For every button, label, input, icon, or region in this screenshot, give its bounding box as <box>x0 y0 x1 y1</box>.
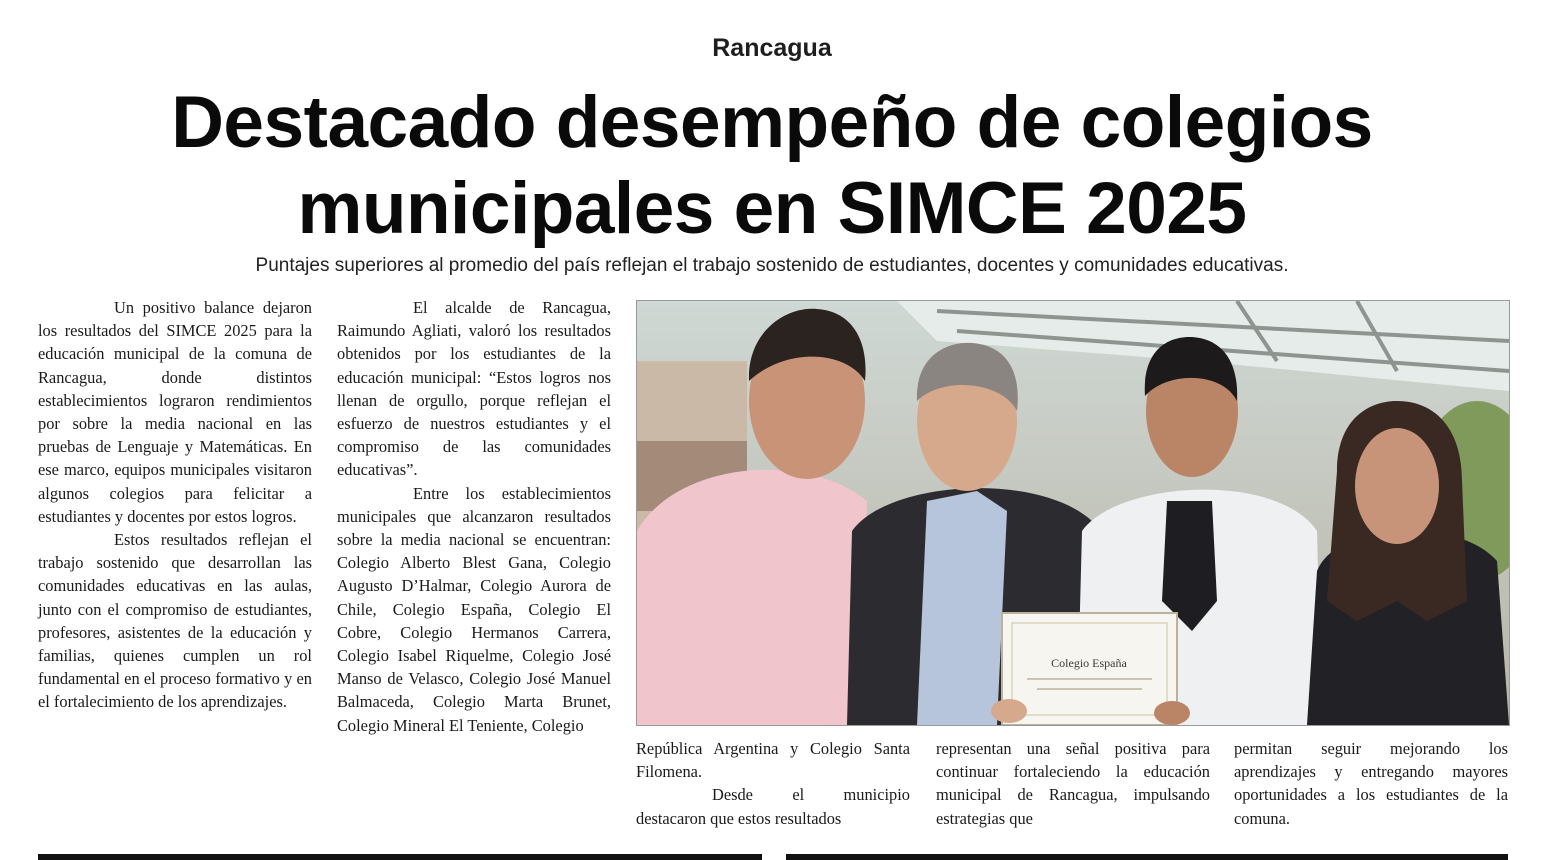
bottom-rule-left <box>38 854 762 860</box>
article-column-4 <box>936 737 1210 830</box>
article-column-3 <box>636 737 910 830</box>
column-1-paragraph-1: Un positivo balance dejaron los resultados del SIMCE 2025 para la educación municipal de la comuna de Rancagua, donde distintos establecimientos lograron rendimientos por sobre la media nacional en las pruebas de Lenguaje y Matemáticas. En ese marco, equipos municipales visitaron algunos colegios para felicitar a estudiantes y docentes por estos logros. <box>38 298 312 526</box>
column-2-paragraph-2: Entre los establecimientos municipales que alcanzaron resultados sobre la media nacional se encuentran: Colegio Alberto Blest Gana, Colegio Augusto D’Halmar, Colegio Aurora de Chile, Colegio España, Colegio El Cobre, Colegio Hermanos Carrera, Colegio Isabel Riquelme, Colegio José Manso de Velasco, Colegio José Manuel Balmaceda, Colegio Marta Brunet, Colegio Mineral El Teniente, Colegio <box>337 483 611 735</box>
certificate <box>1002 613 1177 725</box>
column-2-paragraph-1: El alcalde de Rancagua, Raimundo Agliati, valoró los resultados obtenidos por los estudiantes de la educación municipal: “Estos logros nos llenan de orgullo, porque reflejan el esfuerzo de nuestros estudiantes y el compromiso de las comunidades educativas”. <box>337 298 611 480</box>
photo-illustration <box>637 301 1509 725</box>
headline-line-2: municipales en SIMCE 2025 <box>297 168 1247 249</box>
headline <box>0 80 1544 252</box>
column-3-paragraph-2: Desde el municipio destacaron que estos resultados <box>636 785 910 828</box>
column-3-paragraph-1: República Argentina y Colegio Santa Filomena. <box>636 739 910 782</box>
column-1-paragraph-2: Estos resultados reflejan el trabajo sostenido que desarrollan las comunidades educativas en las aulas, junto con el compromiso de estudiantes, profesores, asistentes de la educación y familias, quienes cumplen un rol fundamental en el proceso formativo y en el fortalecimiento de los aprendizajes. <box>38 530 312 712</box>
section-label: Rancagua <box>712 34 832 62</box>
article-column-1 <box>38 296 312 714</box>
column-5-paragraph-1: permitan seguir mejorando los aprendizajes y entregando mayores oportunidades a los estudiantes de la comuna. <box>1234 739 1508 828</box>
subheadline: Puntajes superiores al promedio del país reflejan el trabajo sostenido de estudiantes, docentes y comunidades educativas. <box>255 255 1289 276</box>
article-column-5 <box>1234 737 1508 830</box>
bottom-rule-right <box>786 854 1508 860</box>
article-column-2 <box>337 296 611 737</box>
certificate-title: Colegio España <box>1051 656 1127 670</box>
column-4-paragraph-1: representan una señal positiva para continuar fortaleciendo la educación municipal de Rancagua, impulsando estrategias que <box>936 739 1210 828</box>
article-photo <box>636 300 1510 726</box>
headline-line-1: Destacado desempeño de colegios <box>171 82 1373 163</box>
